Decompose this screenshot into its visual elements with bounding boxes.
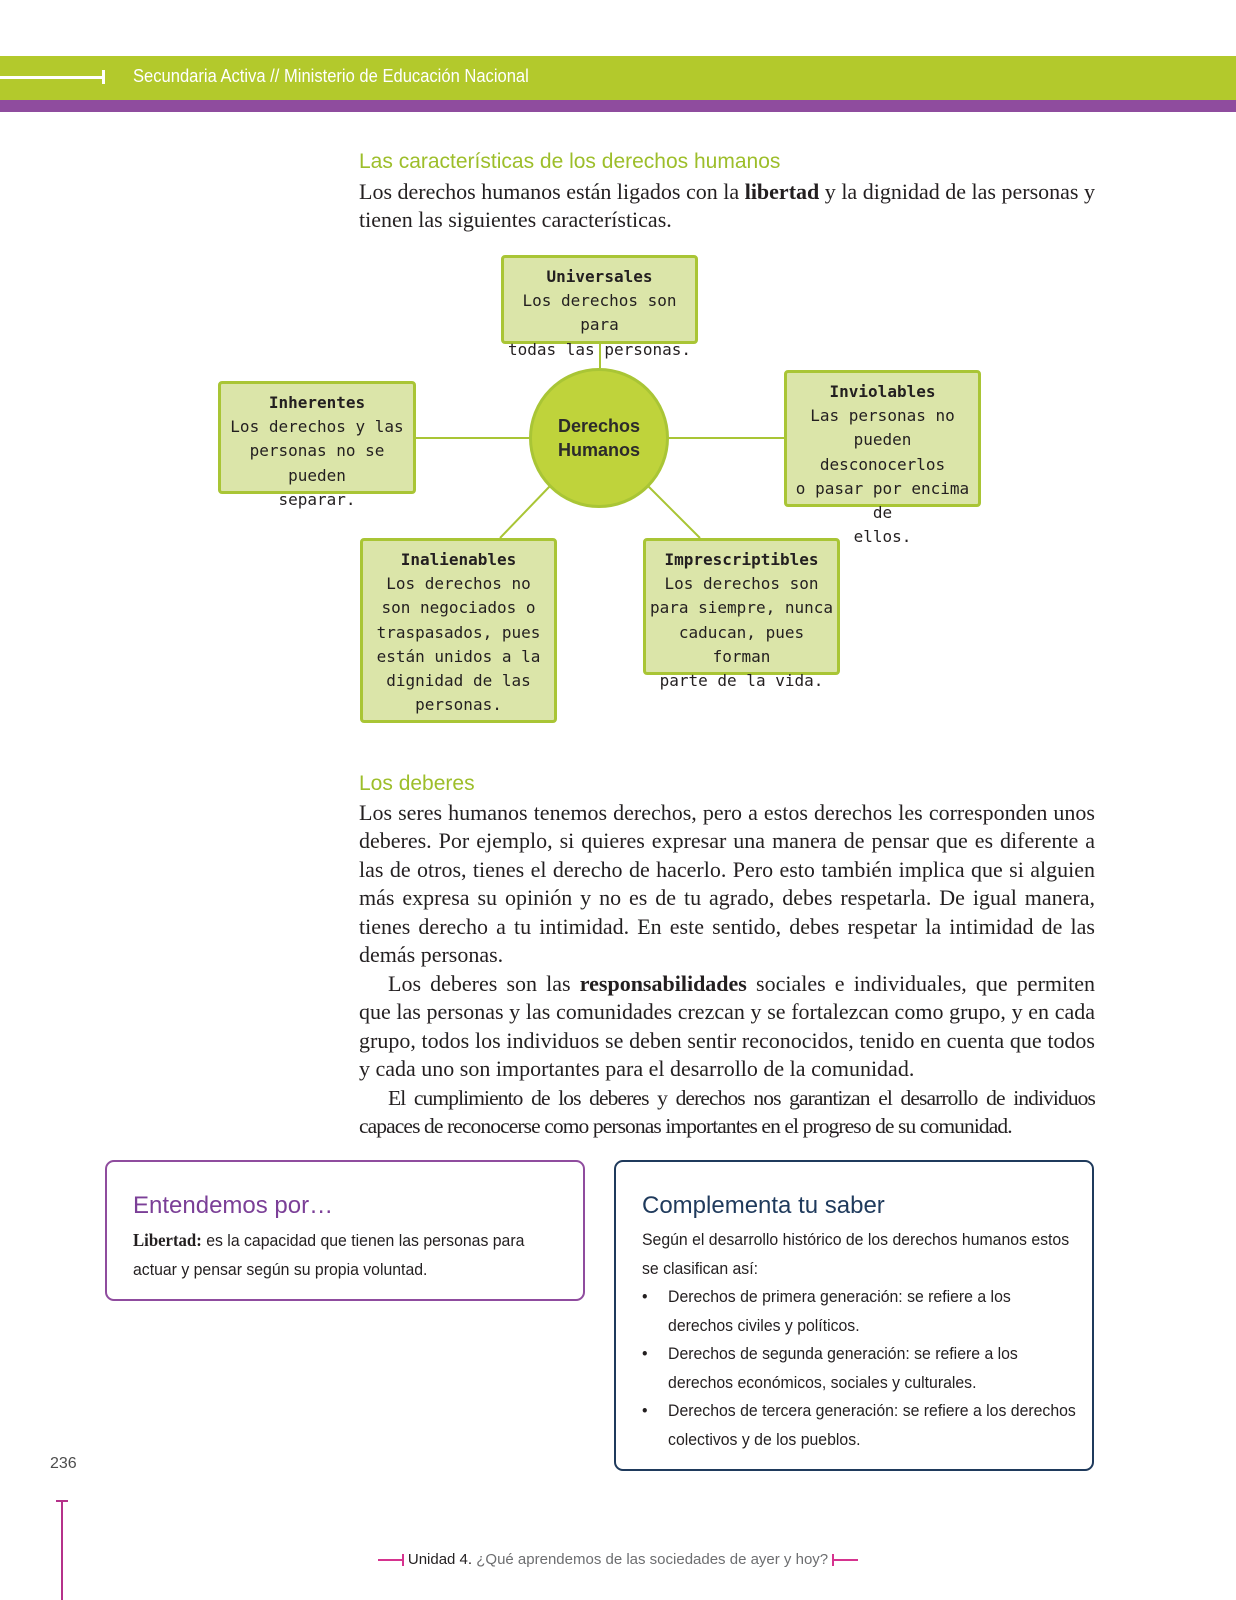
node-line: traspasados, pues <box>376 622 541 642</box>
node-line: ellos. <box>853 527 912 547</box>
header-text: Secundaria Activa // Ministerio de Educación Nacional <box>133 66 529 86</box>
section-title-deberes: Los deberes <box>359 772 475 795</box>
box-title: Entendemos por… <box>133 1192 334 1219</box>
node-universales <box>501 255 698 359</box>
footer-rule-right <box>832 1559 858 1561</box>
definition-text <box>133 1226 570 1284</box>
node-title: Inherentes <box>268 393 366 412</box>
hub-line-1: Derechos <box>557 416 641 436</box>
definition-body: es la capacidad que tienen las personas para actuar y pensar según su propia voluntad. <box>133 1231 525 1279</box>
margin-rule-tick <box>56 1500 68 1502</box>
node-line: son negociados o <box>381 598 536 618</box>
hub-derechos-humanos <box>529 368 669 508</box>
definition-term: Libertad: <box>133 1230 202 1250</box>
box-body <box>642 1226 1079 1454</box>
box-entendemos-por <box>105 1160 585 1301</box>
generation-list <box>642 1283 1079 1454</box>
page-number: 236 <box>50 1455 77 1472</box>
node-line: Los derechos son para <box>522 291 677 335</box>
box-title: Complementa tu saber <box>642 1192 885 1219</box>
node-line: dignidad de las <box>386 671 531 691</box>
text-run: Los deberes son las <box>388 971 580 996</box>
node-line: parte de la vida. <box>659 671 824 691</box>
text-run: sociales e individuales, que permiten que las personas y las comunidades crezcan y se fortalezcan como grupo, y en cada grupo, todos los individuos se deben sentir reconocidos, tenido en cuenta que todos y cada uno son importantes para el desarrollo de la comunidad. <box>359 971 1095 1082</box>
node-line: todas las personas. <box>507 339 692 359</box>
footer-unit-question: ¿Qué aprendemos de las sociedades de ayer y hoy? <box>472 1551 829 1568</box>
node-line: Los derechos no <box>386 574 531 594</box>
section-title-caracteristicas: Las características de los derechos humanos <box>359 150 781 173</box>
node-imprescriptibles <box>643 538 840 691</box>
node-title: Universales <box>546 267 653 286</box>
section-intro-paragraph <box>359 178 1095 235</box>
node-title: Inalienables <box>400 550 517 569</box>
text-run: y la dignidad de las personas y tienen las siguientes características. <box>359 179 1095 233</box>
list-item: • Derechos de segunda generación: se refiere a los derechos económicos, sociales y culturales. <box>642 1340 1079 1397</box>
deberes-paragraph-3: El cumplimiento de los deberes y derechos nos garantizan el desarrollo de individuos capaces de reconocerse como personas importantes en el progreso de su comunidad. <box>359 1086 1095 1139</box>
node-line: Los derechos y las <box>230 417 404 437</box>
margin-rule <box>61 1500 63 1600</box>
node-line: Los derechos son <box>664 574 819 594</box>
node-title: Inviolables <box>829 382 936 401</box>
list-item: • Derechos de tercera generación: se refiere a los derechos colectivos y de los pueblos. <box>642 1397 1079 1454</box>
node-line: Las personas no <box>810 406 955 426</box>
footer-rule-left <box>378 1559 404 1561</box>
node-line: están unidos a la <box>376 646 541 666</box>
node-line: o pasar por encima de <box>795 478 970 523</box>
bold-term-libertad: libertad <box>744 179 820 204</box>
node-title: Imprescriptibles <box>664 550 819 569</box>
node-inherentes <box>218 381 416 509</box>
connector-inalienables <box>500 486 550 538</box>
header-rule <box>0 76 104 79</box>
node-line: para siempre, nunca <box>649 598 834 618</box>
header-stripe <box>0 100 1236 112</box>
node-line: separar. <box>278 489 356 509</box>
bold-term-responsabilidades: responsabilidades <box>579 971 747 996</box>
text-run: Los derechos humanos están ligados con la <box>359 179 745 204</box>
hub-line-2: Humanos <box>557 440 640 460</box>
node-line: personas. <box>415 695 502 715</box>
node-line: pueden desconocerlos <box>819 430 946 474</box>
node-inalienables <box>360 538 557 723</box>
box-intro: Según el desarrollo histórico de los derechos humanos estos se clasifican así: <box>642 1230 1070 1278</box>
header-rule-tick <box>102 70 105 84</box>
list-item: • Derechos de primera generación: se refiere a los derechos civiles y políticos. <box>642 1283 1079 1340</box>
box-complementa-tu-saber <box>614 1160 1094 1471</box>
deberes-paragraph-1: Los seres humanos tenemos derechos, pero a estos derechos les corresponden unos deberes. Por ejemplo, si quieres expresar una manera de pensar que es diferente a las de otros, tienes el derecho de hacerlo. Pero esto también implica que si alguien más expresa su opinión y no es de tu agrado, debes respetarla. De igual manera, tienes derecho a tu intimidad. En este sentido, debes respetar la intimidad de las demás personas. <box>359 800 1095 968</box>
footer-unit <box>0 1551 1236 1568</box>
node-inviolables <box>784 370 981 547</box>
footer-unit-label: Unidad 4. <box>407 1551 473 1568</box>
deberes-paragraph-2 <box>359 970 1095 1084</box>
node-line: caducan, pues forman <box>678 622 805 666</box>
node-line: personas no se pueden <box>249 441 385 485</box>
connector-imprescriptibles <box>648 486 700 538</box>
